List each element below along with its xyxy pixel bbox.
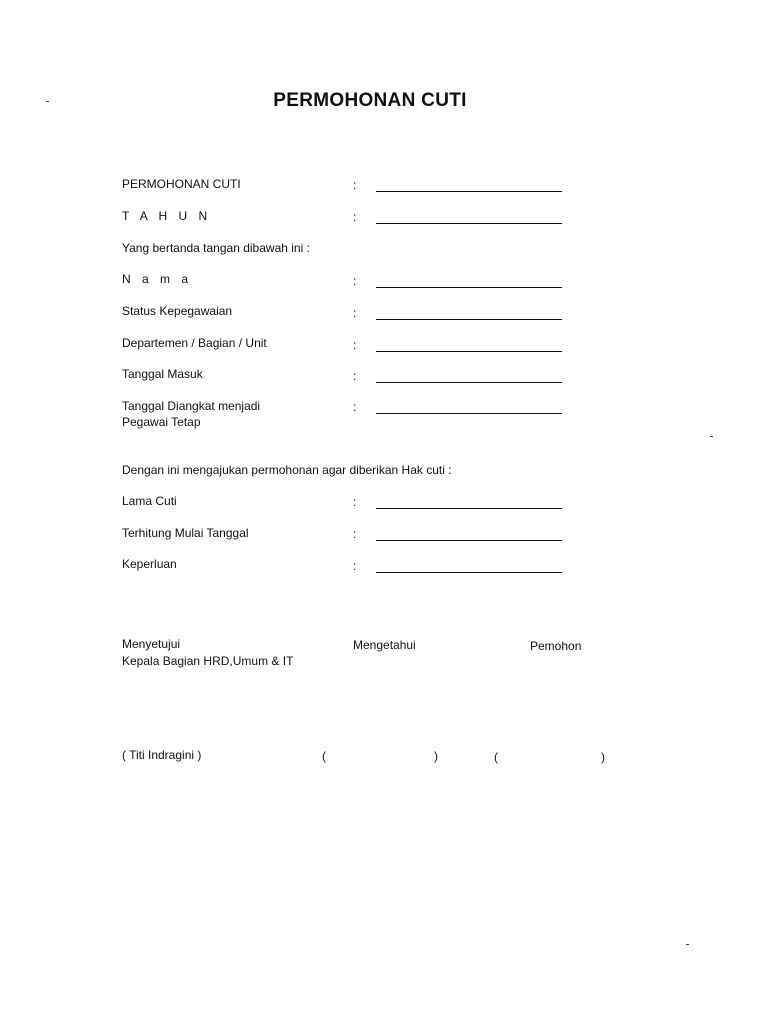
field-colon: :	[353, 369, 357, 383]
field-colon: :	[353, 495, 357, 509]
request-text: Dengan ini mengajukan permohonan agar diberikan Hak cuti :	[122, 463, 452, 477]
field-label-permohonan-cuti: PERMOHONAN CUTI	[122, 177, 241, 191]
applicant-label: Pemohon	[530, 639, 582, 653]
field-label-pegawai-tetap: Pegawai Tetap	[122, 415, 201, 429]
approve-title: Kepala Bagian HRD,Umum & IT	[122, 654, 294, 668]
field-label-status-kepegawaian: Status Kepegawaian	[122, 304, 233, 318]
field-colon: :	[353, 178, 357, 192]
field-line-mulai-tanggal	[376, 540, 562, 541]
approve-label: Menyetujui	[122, 637, 181, 651]
field-label-tanggal-masuk: Tanggal Masuk	[122, 367, 203, 381]
field-colon: :	[353, 210, 357, 224]
field-label-nama: N a m a	[122, 272, 193, 286]
form-title: PERMOHONAN CUTI	[273, 90, 467, 111]
field-label-lama-cuti: Lama Cuti	[122, 494, 177, 508]
field-colon: :	[353, 306, 357, 320]
applicant-close-paren: )	[601, 750, 605, 764]
field-line-status-kepegawaian	[376, 319, 562, 320]
field-colon: :	[353, 527, 357, 541]
acknowledge-label: Mengetahui	[353, 638, 416, 652]
acknowledge-open-paren: (	[322, 749, 326, 763]
field-label-departemen: Departemen / Bagian / Unit	[122, 336, 267, 350]
field-label-mulai-tanggal: Terhitung Mulai Tanggal	[122, 526, 249, 540]
field-line-nama	[376, 287, 562, 288]
field-line-tanggal-diangkat	[376, 413, 562, 414]
field-line-lama-cuti	[376, 508, 562, 509]
field-label-tanggal-diangkat: Tanggal Diangkat menjadi	[122, 399, 261, 413]
applicant-open-paren: (	[494, 750, 498, 764]
approve-name: ( Titi Indragini )	[122, 748, 202, 762]
field-colon: :	[353, 559, 357, 573]
field-label-keperluan: Keperluan	[122, 557, 177, 571]
field-label-tahun: T A H U N	[122, 209, 212, 223]
intro-text: Yang bertanda tangan dibawah ini :	[122, 241, 310, 255]
acknowledge-close-paren: )	[434, 749, 438, 763]
scan-speck	[46, 101, 49, 102]
field-line-tanggal-masuk	[376, 382, 562, 383]
scan-speck	[686, 944, 689, 945]
field-colon: :	[353, 400, 357, 414]
scan-speck	[710, 436, 713, 437]
field-line-tahun	[376, 223, 562, 224]
field-colon: :	[353, 338, 357, 352]
field-line-permohonan-cuti	[376, 191, 562, 192]
field-line-keperluan	[376, 572, 562, 573]
field-colon: :	[353, 274, 357, 288]
field-line-departemen	[376, 351, 562, 352]
